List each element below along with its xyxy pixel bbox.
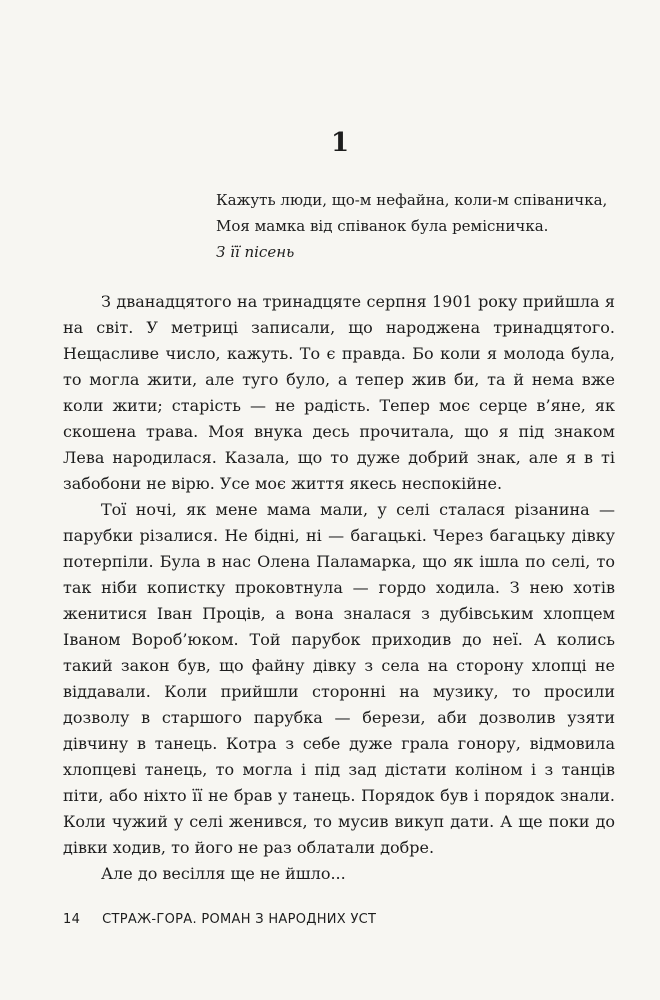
chapter-number: 1 [330,128,350,158]
epigraph-source: З її пісень [216,243,295,261]
body-text [63,289,615,887]
epigraph-line: Моя мамка від співанок була ремісничка. [216,217,549,235]
epigraph [216,187,616,265]
paragraph: Але до весілля ще не йшло... [101,864,346,883]
paragraph: З дванадцятого на тринадцяте серпня 1901 року прийшла я на світ. У метриці записали, що народжена тринадцятого. Нещасливе число, кажуть. То є правда. Бо коли я молода була, то могла жити, але туго було, а тепер жив би, та й нема вже коли жити; старість — не радість. Тепер моє серце в’яне, як скошена трава. Моя внука десь прочитала, що я під знаком Лева народилася. Казала, що то дуже добрий знак, але я в ті забобони не вірю. Усе моє життя якесь неспокійне. [63,292,615,493]
page-footer [63,912,376,927]
paragraph: Тої ночі, як мене мама мали, у селі сталася різанина — парубки різалися. Не бідні, ні — багацькі. Через багацьку дівку потерпіли. Була в нас Олена Паламарка, що як ішла по селі, то так ніби копистку проковтнула — гордо ходила. З нею хотів женитися Іван Проців, а вона зналася з дубівським хлопцем Іваном Вороб’юком. Той парубок приходив до неї. А колись такий закон був, що файну дівку з села на сторону хлопці не віддавали. Коли прийшли сторонні на музику, то просили дозволу в старшого парубка — берези, аби дозволив узяти дівчину в танець. Котра з себе дуже грала гонору, відмовила хлопцеві танець, то могла і під зад дістати коліном і з танців піти, або ніхто її не брав у танець. Порядок був і порядок знали. Коли чужий у селі женився, то мусив викуп дати. А ще поки до дівки ходив, то його не раз облатали добре. [63,500,615,857]
running-title: СТРАЖ-ГОРА. РОМАН З НАРОДНИХ УСТ [102,912,377,927]
epigraph-line: Кажуть люди, що-м нефайна, коли-м співаничка, [216,191,608,209]
page-number: 14 [63,912,81,927]
